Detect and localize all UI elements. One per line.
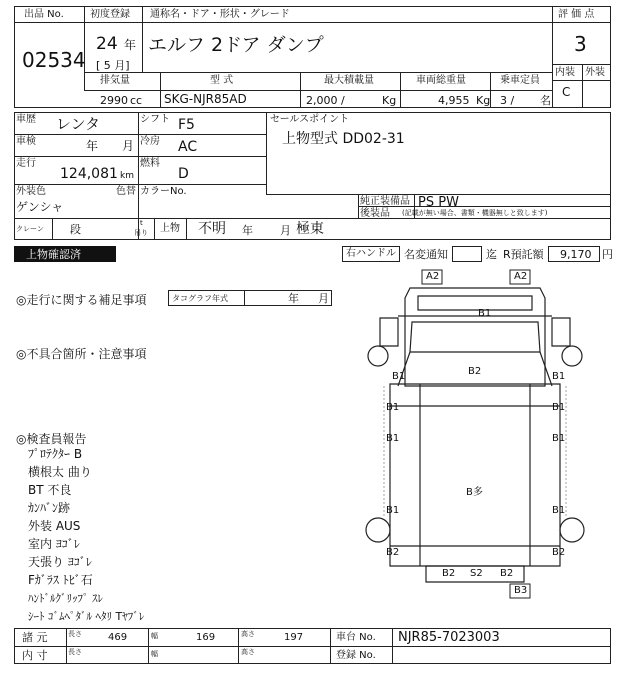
body-month: 月 [280, 224, 291, 237]
in-height-label: 高さ [241, 648, 255, 656]
name-change-box [452, 246, 482, 262]
grade-value: 3 [574, 32, 587, 56]
length-label: 長さ [68, 630, 82, 638]
report-line: ﾊﾝﾄﾞﾙｸﾞﾘｯﾌﾟ ｽﾚ [28, 592, 103, 605]
name-label: 通称名・ドア・形状・グレード [150, 9, 290, 20]
body-label: 上物 [160, 223, 180, 234]
displacement-unit: cc [130, 94, 143, 107]
displacement-label: 排気量 [100, 75, 130, 86]
grade-label: 評 価 点 [558, 9, 595, 20]
mark-b3-rear: B3 [514, 585, 528, 596]
fuel-value: D [178, 166, 189, 182]
mileage-value: 124,081 [60, 166, 118, 182]
capacity-label: 乗車定員 [500, 75, 540, 86]
inspection-year: 年 [86, 139, 99, 153]
mark-b1-left-mid2: B1 [386, 433, 400, 444]
sales-point-value: 上物型式 DD02-31 [282, 131, 405, 147]
body-maker: 不明 [198, 221, 226, 237]
history-label: 車歴 [16, 114, 36, 125]
gross-weight-value: 4,955 [438, 94, 470, 107]
ac-value: AC [178, 139, 198, 155]
report-line: ｶﾝﾊﾞﾝ跡 [28, 501, 71, 515]
mark-b1-right-rear: B1 [552, 505, 566, 516]
name-change-label: 名変通知 [404, 248, 448, 261]
color-change-label: 色替 [116, 186, 136, 197]
displacement-value: 2990 [100, 94, 128, 107]
tacho-label: タコグラフ年式 [172, 294, 228, 303]
after-equip-note: (記載が無い場合、書類・機器無しと致します) [402, 209, 548, 217]
confirm-banner-text: 上物確認済 [26, 248, 81, 261]
fuel-label: 燃料 [140, 158, 160, 169]
defects-label: ◎不具合箇所・注意事項 [16, 347, 147, 361]
r-recycle-label: R預託額 [503, 248, 544, 261]
mark-b1-left-mid1: B1 [386, 402, 400, 413]
report-line: 外装 AUS [28, 519, 81, 533]
body-maker2: 極東 [296, 221, 324, 237]
report-line: BT 不良 [28, 483, 72, 497]
dims-label: 諸 元 [22, 631, 48, 644]
length-value: 469 [108, 632, 128, 643]
chassis-label: 車台 No. [336, 632, 376, 643]
mileage-label: 走行 [16, 158, 36, 169]
std-equip-value: PS PW [418, 195, 459, 210]
crane-stage: 段 [70, 223, 81, 236]
report-line: 天張り ﾖｺﾞﾚ [28, 555, 92, 569]
reg-year-unit: 年 [124, 38, 137, 52]
width-value: 169 [196, 632, 216, 643]
report-line: Fｶﾞﾗｽ ﾄﾋﾞ石 [28, 573, 93, 587]
mark-b2-right-rear: B2 [552, 547, 566, 558]
shift-value: F5 [178, 117, 195, 133]
max-load-unit: Kg [382, 94, 397, 107]
report-line: 室内 ﾖｺﾞﾚ [28, 537, 80, 551]
height-value: 197 [284, 632, 304, 643]
crane-label: クレーン [16, 225, 44, 233]
capacity-unit: 名 [540, 94, 551, 107]
interior-grade-label: 内装 [555, 67, 575, 78]
after-equip-label: 後装品 [360, 208, 390, 219]
sales-point-label: セールスポイント [270, 114, 350, 125]
crane-tonnage: 吊り [134, 229, 148, 237]
report-line: ﾌﾟﾛﾃｸﾀｰ B [28, 447, 83, 461]
crane-t: t [140, 219, 143, 227]
color-label: 外装色 [16, 186, 46, 197]
shift-label: シフト [140, 114, 170, 125]
in-length-label: 長さ [68, 648, 82, 656]
mark-a2-right: A2 [514, 271, 528, 282]
model-label: 型 式 [210, 75, 234, 86]
mark-b2-cab: B2 [468, 366, 482, 377]
reg-year: 24 [96, 34, 118, 54]
mark-b-many: B多 [466, 487, 483, 498]
mark-b2-rear-left: B2 [442, 568, 456, 579]
mark-s2-rear: S2 [470, 568, 483, 579]
inspection-month: 月 [122, 139, 135, 153]
tacho-month: 月 [318, 292, 329, 305]
right-handle-label: 右ハンドル [346, 248, 396, 259]
body-year: 年 [242, 224, 253, 237]
vehicle-name: エルフ 2ドア ダンプ [148, 34, 324, 56]
truck-outline-svg [340, 266, 610, 604]
color-code-label: カラーNo. [140, 186, 187, 197]
mark-b2-left-rear: B2 [386, 547, 400, 558]
tacho-year: 年 [288, 292, 299, 305]
mark-b1-right-mid1: B1 [552, 402, 566, 413]
max-load-value: 2,000 / [306, 94, 345, 107]
in-width-label: 幅 [151, 650, 158, 658]
mark-b1-left-rear: B1 [386, 505, 400, 516]
confirm-banner [14, 246, 116, 262]
report-line: ｼｰﾄ ｺﾞﾑﾍﾟﾀﾞﾙ ﾍﾀﾘ Tﾔﾌﾞﾚ [28, 610, 145, 623]
mark-b1-front-right: B1 [552, 371, 566, 382]
chassis-no: NJR85-7023003 [398, 630, 500, 645]
color-value: ゲンシャ [16, 200, 64, 214]
deadline-label: 迄 [486, 248, 497, 261]
width-label: 幅 [151, 632, 158, 640]
first-reg-label: 初度登録 [90, 9, 130, 20]
supplement-label: ◎走行に関する補足事項 [16, 293, 147, 307]
mark-b1-right-mid2: B1 [552, 433, 566, 444]
reg-no-label: 登録 No. [336, 650, 376, 661]
r-recycle-value: 9,170 [560, 248, 592, 261]
std-equip-label: 純正装備品 [360, 196, 410, 207]
history-value: レンタ [56, 115, 101, 133]
interior-dims-label: 内 寸 [22, 649, 48, 662]
mileage-unit: km [120, 171, 134, 181]
inspection-label: 車検 [16, 136, 36, 147]
gross-weight-label: 車両総重量 [416, 75, 466, 86]
mark-a2-left: A2 [426, 271, 440, 282]
mark-b1-front-left: B1 [392, 371, 406, 382]
gross-weight-unit: Kg [476, 94, 491, 107]
inspector-label: ◎検査員報告 [16, 432, 87, 446]
max-load-label: 最大積載量 [324, 75, 374, 86]
report-line: 横根太 曲り [28, 465, 92, 479]
r-recycle-unit: 円 [602, 248, 613, 261]
ac-label: 冷房 [140, 136, 160, 147]
interior-grade: C [562, 85, 571, 99]
mark-b2-rear-right: B2 [500, 568, 514, 579]
height-label: 高さ [241, 630, 255, 638]
lot-number: 02534 [22, 48, 86, 72]
vehicle-diagram [340, 266, 610, 604]
model-value: SKG-NJR85AD [164, 92, 247, 106]
capacity-value: 3 / [500, 94, 515, 107]
mark-b1-top: B1 [478, 308, 492, 319]
reg-month: [ 5 月] [96, 59, 130, 72]
lot-label: 出品 No. [24, 9, 64, 20]
exterior-grade-label: 外装 [585, 67, 605, 78]
